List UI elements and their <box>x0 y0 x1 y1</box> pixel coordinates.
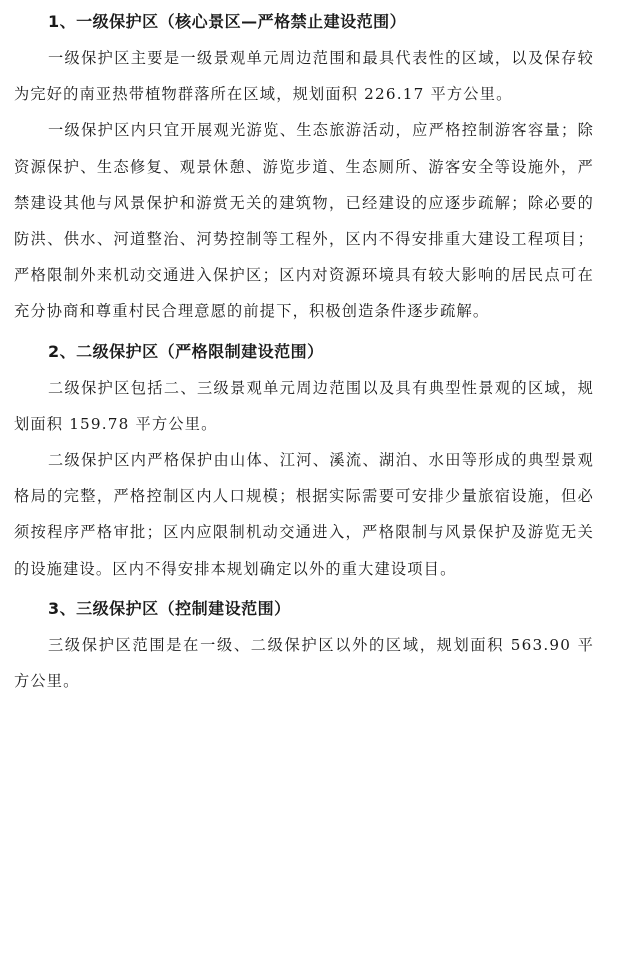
section-2-paragraph-1: 二级保护区包括二、三级景观单元周边范围以及具有典型性景观的区域，规划面积 159.78 平方公里。 <box>14 378 594 433</box>
section-2-paragraph-2: 二级保护区内严格保护由山体、江河、溪流、湖泊、水田等形成的典型景观格局的完整，严格控制区内人口规模；根据实际需要可安排少量旅宿设施，但必须按程序严格审批；区内应限制机动交通进入，严格限制与风景保护及游览无关的设施建设。区内不得安排本规划确定以外的重大建设项目。 <box>14 451 594 578</box>
document-body <box>14 0 594 699</box>
section-3-paragraph-1: 三级保护区范围是在一级、二级保护区以外的区域，规划面积 563.90 平方公里。 <box>14 635 594 691</box>
section-2-heading: 2、二级保护区（严格限制建设范围） <box>48 341 324 361</box>
section-1-paragraph-2: 一级保护区内只宜开展观光游览、生态旅游活动，应严格控制游客容量；除资源保护、生态修复、观景休憩、游览步道、生态厕所、游客安全等设施外，严禁建设其他与风景保护和游赏无关的建筑物，已经建设的应逐步疏解；除必要的防洪、供水、河道整治、河势控制等工程外，区内不得安排重大建设工程项目；严格限制外来机动交通进入保护区；区内对资源环境具有较大影响的居民点可在充分协商和尊重村民合理意愿的前提下，积极创造条件逐步疏解。 <box>14 121 594 321</box>
section-3-heading: 3、三级保护区（控制建设范围） <box>48 598 291 618</box>
section-1-paragraph-1: 一级保护区主要是一级景观单元周边范围和最具代表性的区域，以及保存较为完好的南亚热带植物群落所在区域，规划面积 226.17 平方公里。 <box>14 49 594 104</box>
section-1-heading: 1、一级保护区（核心景区—严格禁止建设范围） <box>48 12 407 31</box>
